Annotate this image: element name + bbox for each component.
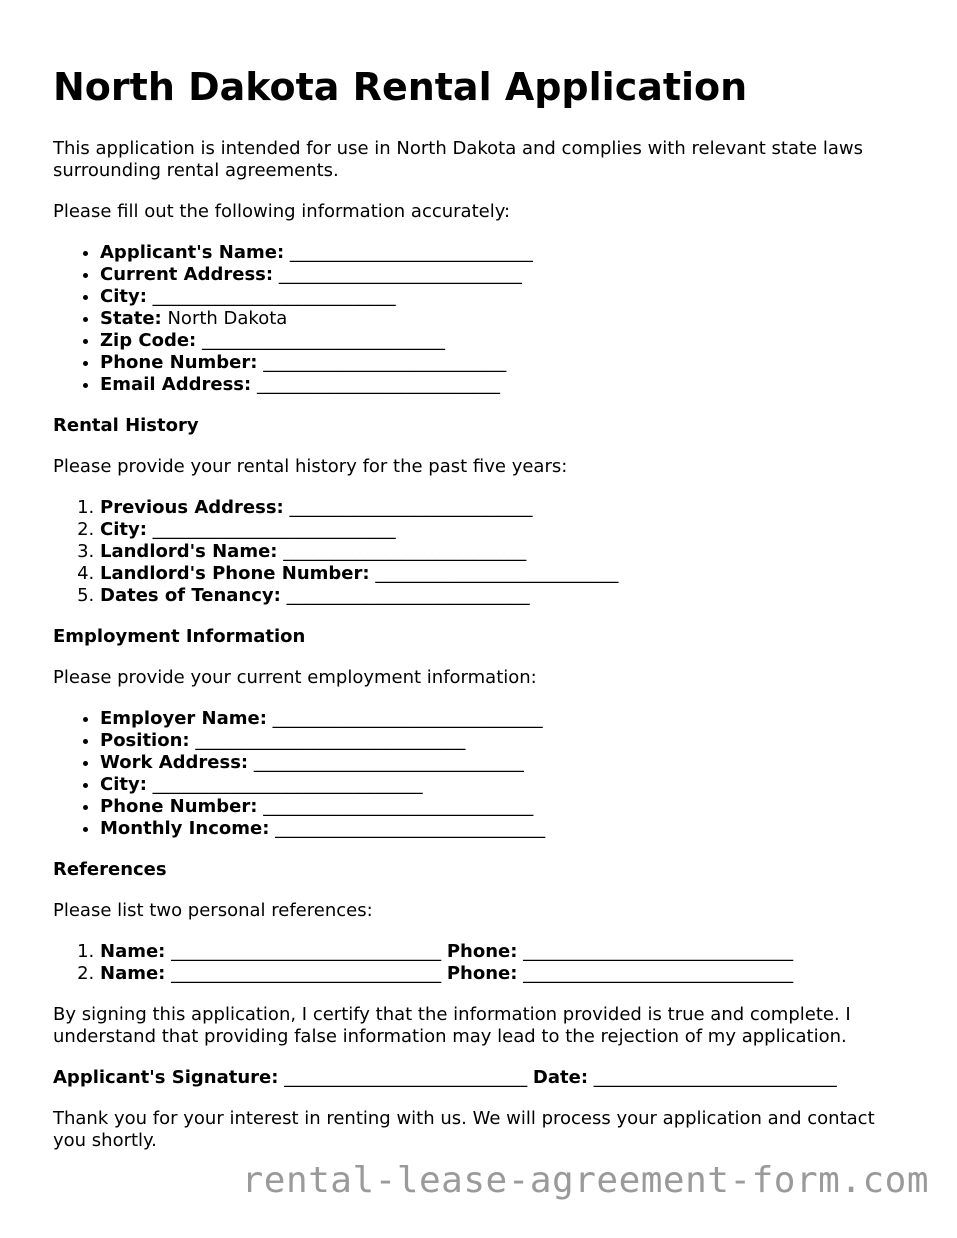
city-field[interactable]: • City: ___________________________ bbox=[100, 286, 913, 308]
reference-item[interactable]: 1. Name: ______________________________ Phone: ______________________________ bbox=[100, 941, 913, 963]
work-address-field[interactable]: • Work Address: ______________________________ bbox=[100, 752, 913, 774]
previous-address-field[interactable]: 1. Previous Address: ___________________________ bbox=[100, 497, 913, 519]
employment-list bbox=[53, 708, 913, 840]
rental-history-prompt: Please provide your rental history for the past five years: bbox=[53, 456, 568, 477]
watermark: rental-lease-agreement-form.com bbox=[241, 1160, 929, 1201]
applicant-name-field[interactable]: • Applicant's Name: ___________________________ bbox=[100, 242, 913, 264]
signature-line[interactable]: Applicant's Signature: ___________________________ Date: ___________________________ bbox=[53, 1067, 837, 1088]
references-list bbox=[53, 941, 913, 985]
applicant-fields-list bbox=[53, 242, 913, 396]
state-field: • State: North Dakota bbox=[100, 308, 913, 330]
employer-name-field[interactable]: • Employer Name: ______________________________ bbox=[100, 708, 913, 730]
zip-code-field[interactable]: • Zip Code: ___________________________ bbox=[100, 330, 913, 352]
dates-of-tenancy-field[interactable]: 5. Dates of Tenancy: ___________________________ bbox=[100, 585, 913, 607]
references-heading: References bbox=[53, 859, 167, 880]
reference-item[interactable]: 2. Name: ______________________________ Phone: ______________________________ bbox=[100, 963, 913, 985]
closing-text: Thank you for your interest in renting with us. We will process your application and contact you shortly. bbox=[53, 1108, 875, 1151]
email-address-field[interactable]: • Email Address: ___________________________ bbox=[100, 374, 913, 396]
work-phone-field[interactable]: • Phone Number: ______________________________ bbox=[100, 796, 913, 818]
employment-prompt: Please provide your current employment information: bbox=[53, 667, 537, 688]
previous-city-field[interactable]: 2. City: ___________________________ bbox=[100, 519, 913, 541]
landlord-phone-field[interactable]: 4. Landlord's Phone Number: ___________________________ bbox=[100, 563, 913, 585]
monthly-income-field[interactable]: • Monthly Income: ______________________________ bbox=[100, 818, 913, 840]
page-title: North Dakota Rental Application bbox=[53, 65, 748, 109]
rental-history-list bbox=[53, 497, 913, 607]
landlord-name-field[interactable]: 3. Landlord's Name: ___________________________ bbox=[100, 541, 913, 563]
rental-history-heading: Rental History bbox=[53, 415, 199, 436]
current-address-field[interactable]: • Current Address: ___________________________ bbox=[100, 264, 913, 286]
phone-number-field[interactable]: • Phone Number: ___________________________ bbox=[100, 352, 913, 374]
work-city-field[interactable]: • City: ______________________________ bbox=[100, 774, 913, 796]
document-page bbox=[53, 62, 913, 1171]
employment-heading: Employment Information bbox=[53, 626, 306, 647]
certification-text: By signing this application, I certify that the information provided is true and complete. I understand that providing false information may lead to the rejection of my application. bbox=[53, 1004, 851, 1047]
position-field[interactable]: • Position: ______________________________ bbox=[100, 730, 913, 752]
fill-prompt: Please fill out the following information accurately: bbox=[53, 201, 511, 222]
intro-text: This application is intended for use in North Dakota and complies with relevant state laws surrounding rental agreements. bbox=[53, 138, 863, 181]
references-prompt: Please list two personal references: bbox=[53, 900, 373, 921]
